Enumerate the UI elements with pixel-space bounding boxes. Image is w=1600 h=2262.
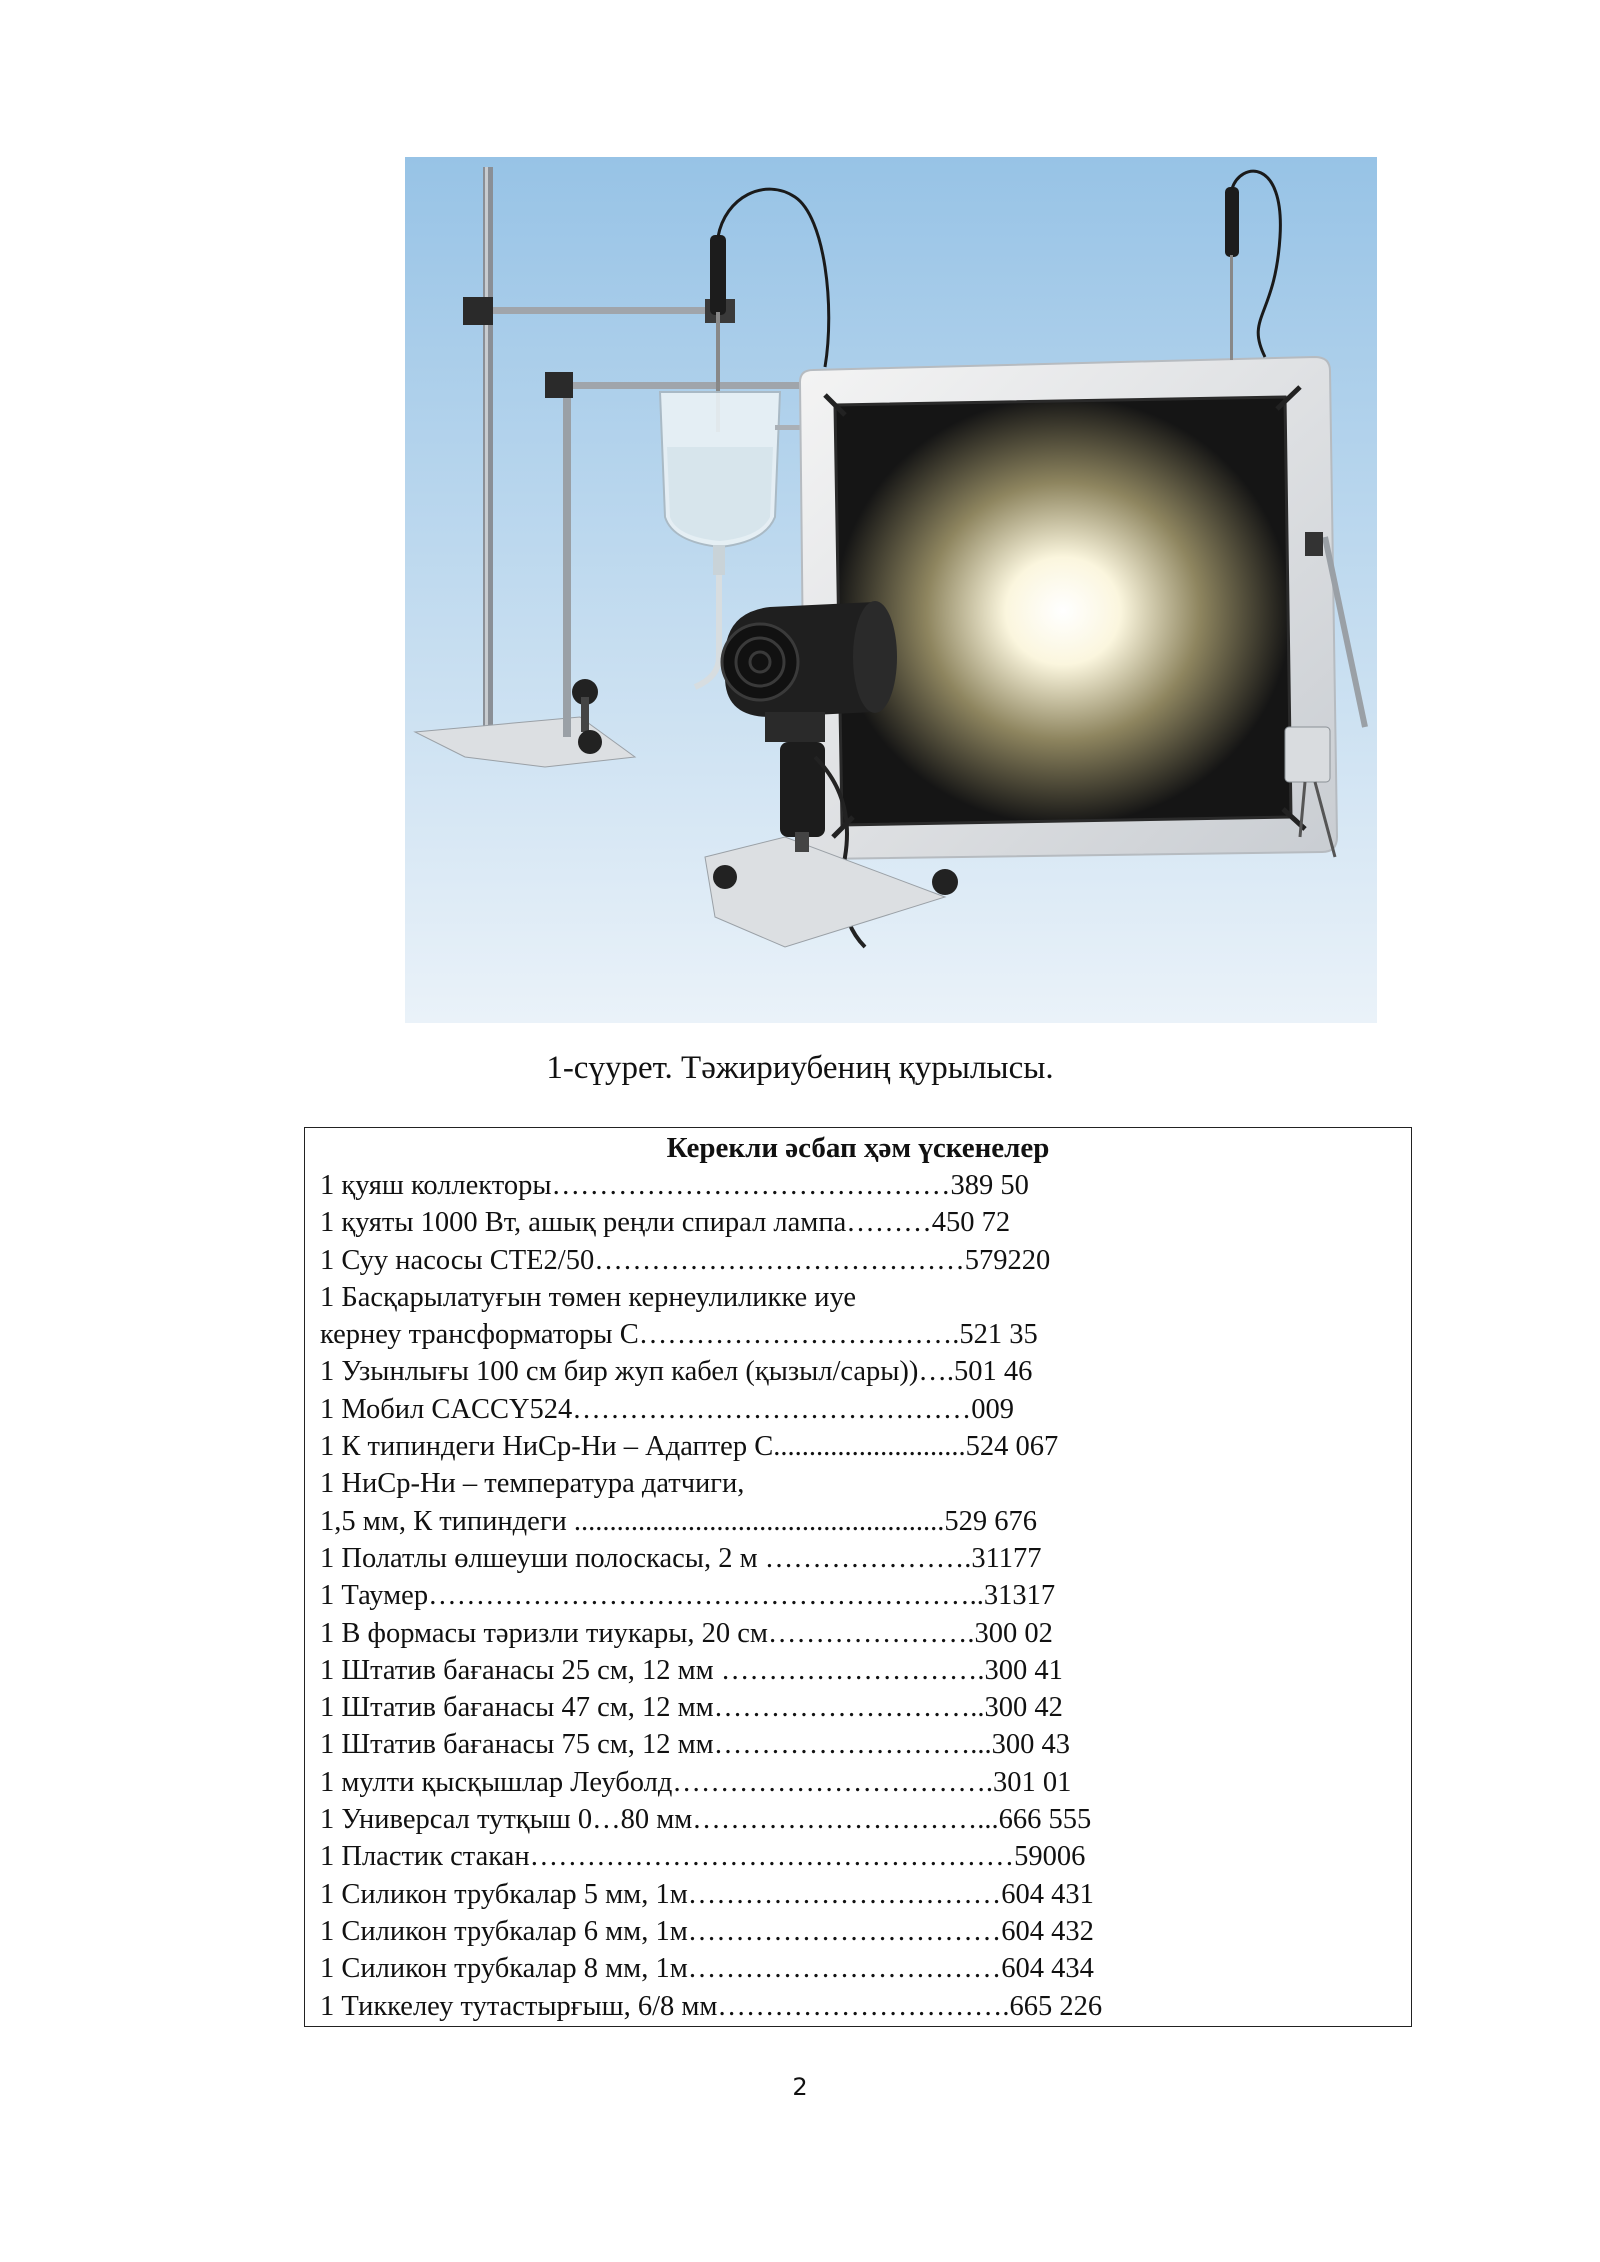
list-item: 1 К типиндеги НиСр-Ни – Адаптер С...........................524 067 bbox=[320, 1431, 1059, 1463]
list-item: 1 Узынлығы 100 см бир жуп кабел (қызыл/сары))….501 46 bbox=[320, 1356, 1033, 1388]
list-item: 1 НиСр-Ни – температура датчиги, bbox=[320, 1468, 745, 1500]
list-item: 1 Суу насосы СТЕ2/50…………………………………579220 bbox=[320, 1244, 1051, 1276]
figure-caption: 1-сүурет. Тәжириубениң қурылысы. bbox=[546, 1050, 1054, 1086]
list-item: 1 Силикон трубкалар 5 мм, 1м……………………………604 431 bbox=[320, 1878, 1094, 1910]
list-item: 1 Штатив бағанасы 75 см, 12 мм………………………...300 43 bbox=[320, 1729, 1070, 1761]
list-item: 1 Мобил CACCY524……………………………………009 bbox=[320, 1393, 1015, 1425]
list-item: 1 Басқарылатуғын төмен кернеулиликке иуе bbox=[320, 1281, 857, 1313]
list-item: 1 Универсал тутқыш 0…80 мм…………………………...666 555 bbox=[320, 1804, 1092, 1836]
list-item: 1 Штатив бағанасы 47 см, 12 мм………………………..300 42 bbox=[320, 1692, 1063, 1724]
list-item: 1 В формасы тәризли тиукары, 20 см………………….300 02 bbox=[320, 1617, 1053, 1649]
list-item: 1,5 мм, К типиндеги ....................................................529 676 bbox=[320, 1505, 1038, 1537]
list-item: 1 Силикон трубкалар 8 мм, 1м……………………………604 434 bbox=[320, 1953, 1094, 1985]
equipment-box bbox=[304, 1127, 1412, 2027]
list-item: 1 қуяты 1000 Вт, ашық реңли спирал лампа………450 72 bbox=[320, 1207, 1011, 1239]
list-item: 1 қуяш коллекторы……………………………………389 50 bbox=[320, 1170, 1029, 1201]
equipment-title: Керекли әсбап ҳәм үскенелер bbox=[666, 1132, 1050, 1164]
page-number: 2 bbox=[792, 2073, 808, 2101]
list-item: 1 Пластик стакан……………………………………………59006 bbox=[320, 1841, 1086, 1873]
list-item: 1 мулти қысқышлар Леуболд…………………………….301 01 bbox=[320, 1766, 1072, 1798]
list-item: кернеу трансформаторы С…………………………….521 35 bbox=[320, 1319, 1038, 1351]
list-item: 1 Силикон трубкалар 6 мм, 1м……………………………604 432 bbox=[320, 1915, 1094, 1947]
list-item: 1 Полатлы өлшеуши полоскасы, 2 м ………………….31177 bbox=[320, 1542, 1042, 1574]
list-item: 1 Тиккелеу тутастырғыш, 6/8 мм………………………….665 226 bbox=[320, 1990, 1103, 2022]
equipment-list bbox=[320, 1167, 1102, 2025]
experiment-setup-photo bbox=[405, 157, 1377, 1023]
list-item: 1 Штатив бағанасы 25 см, 12 мм ……………………….300 41 bbox=[320, 1654, 1063, 1686]
list-item: 1 Таумер…………………………………………………..31317 bbox=[320, 1580, 1056, 1612]
